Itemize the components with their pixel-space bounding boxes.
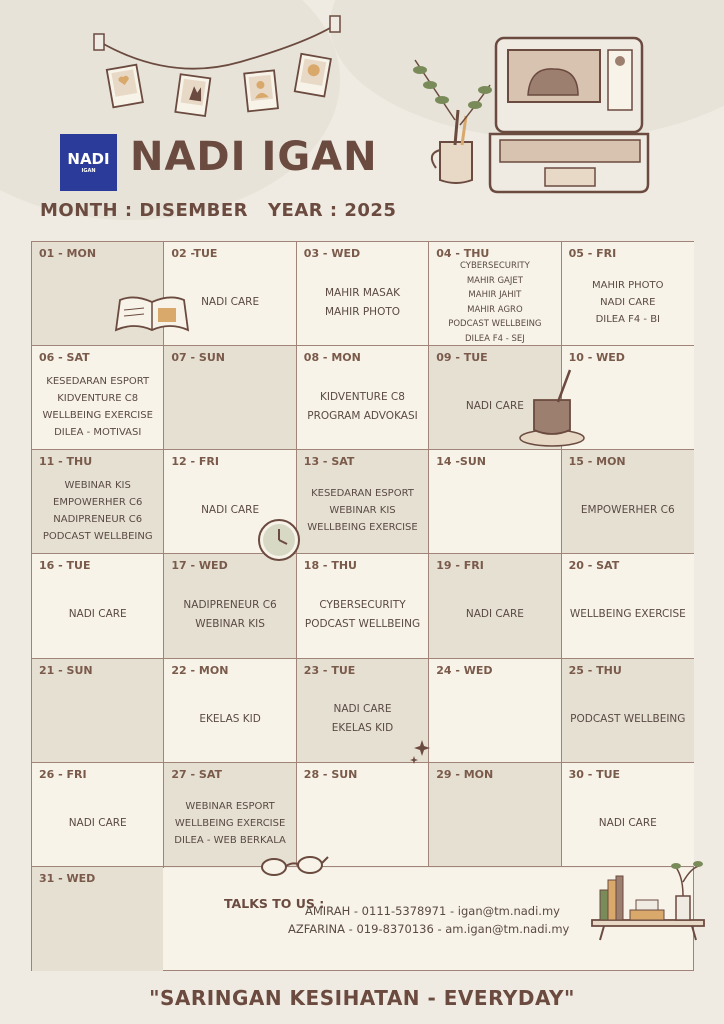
month-label: MONTH : DISEMBER xyxy=(40,200,249,221)
day-date-label: 02 -TUE xyxy=(171,247,218,260)
glasses-illustration xyxy=(258,853,330,879)
year-label: YEAR : 2025 xyxy=(268,200,397,221)
day-events-list xyxy=(34,368,161,445)
event-item: EMPOWERHER C6 xyxy=(580,504,675,517)
event-item: WELLBEING EXERCISE xyxy=(174,817,286,829)
calendar-day-cell xyxy=(32,450,164,554)
event-item: MAHIR MASAK xyxy=(324,286,401,299)
day-date-label: 18 - THU xyxy=(303,559,357,573)
day-date-label: 31 - WED xyxy=(39,871,96,885)
calendar-day-cell xyxy=(562,554,694,658)
day-date-label: 17 - WED xyxy=(171,559,228,573)
event-item: NADIPRENEUR C6 xyxy=(183,598,277,611)
day-date-label: 29 - MON xyxy=(436,767,494,781)
event-item: DILEA F4 - BI xyxy=(595,314,661,326)
day-date-label: 27 - SAT xyxy=(171,767,223,781)
event-item: NADIPRENEUR C6 xyxy=(53,513,143,525)
day-events-list xyxy=(431,472,558,549)
calendar-day-cell xyxy=(297,763,429,867)
day-date-label: 23 - TUE xyxy=(303,663,356,677)
event-item: PODCAST WELLBEING xyxy=(570,712,686,725)
event-item: PODCAST WELLBEING xyxy=(304,617,421,630)
day-date-label: 07 - SUN xyxy=(171,351,225,365)
day-events-list xyxy=(431,785,558,862)
bookshelf-illustration xyxy=(588,842,708,942)
day-events-list xyxy=(166,576,293,653)
day-events-list xyxy=(166,785,293,862)
day-date-label: 13 - SAT xyxy=(303,455,355,469)
day-events-list xyxy=(166,368,293,445)
day-events-list xyxy=(299,785,426,862)
event-item: DILEA - MOTIVASI xyxy=(54,426,142,438)
calendar-day-cell xyxy=(164,346,296,450)
footer-tagline: "SARINGAN KESIHATAN - EVERYDAY" xyxy=(149,986,575,1010)
calendar-day-cell xyxy=(297,346,429,450)
day-date-label: 20 - SAT xyxy=(568,559,620,573)
day-events-list xyxy=(431,576,558,653)
day-events-list xyxy=(299,576,426,653)
event-item: WEBINAR KIS xyxy=(195,617,265,630)
day-date-label: 28 - SUN xyxy=(303,767,358,781)
contact-line-1: AMIRAH - 0111-5378971 - igan@tm.nadi.my xyxy=(305,904,560,918)
coffee-cup-illustration xyxy=(518,368,588,448)
event-item: WELLBEING EXERCISE xyxy=(42,409,153,421)
day-events-list xyxy=(34,681,161,758)
day-date-label: 26 - FRI xyxy=(39,767,87,781)
calendar-day-cell xyxy=(297,242,429,346)
page-title: NADI IGAN xyxy=(130,134,378,180)
event-item: KESEDARAN ESPORT xyxy=(311,488,414,500)
nadi-logo xyxy=(60,134,117,191)
day-date-label: 19 - FRI xyxy=(436,559,484,573)
event-item: PODCAST WELLBEING xyxy=(448,319,542,330)
calendar-day-cell xyxy=(429,554,561,658)
event-item: DILEA - WEB BERKALA xyxy=(174,834,286,846)
event-item: MAHIR PHOTO xyxy=(324,305,401,318)
event-item: KIDVENTURE C8 xyxy=(320,390,405,403)
calendar-day-cell xyxy=(429,450,561,554)
calendar-day-cell xyxy=(562,242,694,346)
day-events-list xyxy=(564,264,692,341)
event-item: WEBINAR KIS xyxy=(64,479,131,491)
event-item: MAHIR JAHIT xyxy=(468,290,522,301)
day-date-label: 03 - WED xyxy=(303,247,361,260)
day-events-list xyxy=(564,681,692,758)
event-item: EKELAS KID xyxy=(331,722,394,735)
calendar-day-cell xyxy=(562,450,694,554)
day-events-list xyxy=(431,681,558,758)
event-item: MAHIR AGRO xyxy=(467,304,523,315)
event-item: NADI CARE xyxy=(465,400,524,413)
event-item: WEBINAR KIS xyxy=(329,505,396,517)
day-date-label: 24 - WED xyxy=(436,663,493,677)
event-item: EMPOWERHER C6 xyxy=(53,496,143,508)
day-date-label: 21 - SUN xyxy=(39,663,93,677)
day-events-list xyxy=(299,264,426,341)
day-date-label: 12 - FRI xyxy=(171,455,219,469)
calendar-day-cell xyxy=(429,763,561,867)
event-item: MAHIR GAJET xyxy=(466,275,523,286)
event-item: NADI CARE xyxy=(68,608,127,621)
open-book-illustration xyxy=(112,294,192,338)
event-item: KIDVENTURE C8 xyxy=(57,392,139,404)
day-date-label: 10 - WED xyxy=(568,351,625,365)
calendar-day-cell xyxy=(32,346,164,450)
calendar-day-cell xyxy=(32,763,164,867)
calendar-day-cell xyxy=(164,763,296,867)
clock-icon xyxy=(256,517,302,563)
calendar-day-cell xyxy=(297,554,429,658)
event-item: NADI CARE xyxy=(201,504,260,517)
day-events-list xyxy=(431,261,558,344)
day-date-label: 15 - MON xyxy=(568,455,626,469)
event-item: WELLBEING EXERCISE xyxy=(569,608,686,621)
logo-text: NADI xyxy=(67,150,110,168)
calendar-day-cell xyxy=(297,450,429,554)
day-date-label: 11 - THU xyxy=(39,455,93,469)
day-date-label: 30 - TUE xyxy=(568,767,621,781)
calendar-day-cell xyxy=(32,659,164,763)
calendar-day-cell xyxy=(164,659,296,763)
logo-subtext: IGAN xyxy=(81,168,96,174)
contact-label: TALKS TO US : xyxy=(224,896,325,911)
event-item: CYBERSECURITY xyxy=(459,261,530,272)
day-date-label: 16 - TUE xyxy=(39,559,91,573)
event-item: EKELAS KID xyxy=(199,712,261,725)
laptop-plant-illustration xyxy=(400,30,660,200)
event-item: MAHIR PHOTO xyxy=(592,280,664,292)
event-item: NADI CARE xyxy=(600,297,656,309)
sparkle-icon xyxy=(408,738,432,768)
day-date-label: 25 - THU xyxy=(568,663,622,677)
day-events-list xyxy=(34,889,161,967)
calendar-day-cell xyxy=(562,659,694,763)
day-events-list xyxy=(34,576,161,653)
day-date-label: 01 - MON xyxy=(39,247,97,260)
day-events-list xyxy=(34,785,161,862)
contact-line-2: AZFARINA - 019-8370136 - am.igan@tm.nadi.my xyxy=(288,922,570,936)
day-events-list xyxy=(564,576,692,653)
event-item: NADI CARE xyxy=(201,296,260,309)
day-events-list xyxy=(299,472,426,549)
day-events-list xyxy=(564,472,692,549)
calendar-day-cell xyxy=(32,554,164,658)
event-item: NADI CARE xyxy=(465,608,524,621)
event-item: NADI CARE xyxy=(68,816,127,829)
day-date-label: 05 - FRI xyxy=(568,247,617,260)
calendar-day-cell xyxy=(429,242,561,346)
day-date-label: 09 - TUE xyxy=(436,351,488,365)
event-item: KESEDARAN ESPORT xyxy=(46,375,150,387)
event-item: NADI CARE xyxy=(598,816,657,829)
day-date-label: 22 - MON xyxy=(171,663,229,677)
event-item: CYBERSECURITY xyxy=(319,598,406,611)
event-item: WELLBEING EXERCISE xyxy=(307,522,418,534)
event-item: NADI CARE xyxy=(333,703,392,716)
calendar-day-cell xyxy=(164,554,296,658)
day-date-label: 04 - THU xyxy=(436,247,490,260)
day-events-list xyxy=(166,681,293,758)
day-events-list xyxy=(299,368,426,445)
calendar-day-cell xyxy=(429,659,561,763)
event-item: PODCAST WELLBEING xyxy=(42,530,153,542)
event-item: PROGRAM ADVOKASI xyxy=(307,409,418,422)
day-date-label: 08 - MON xyxy=(303,351,361,365)
event-item: DILEA F4 - SEJ xyxy=(465,333,525,344)
day-date-label: 06 - SAT xyxy=(39,351,90,365)
photo-string-illustration xyxy=(90,12,350,122)
day-date-label: 14 -SUN xyxy=(436,455,486,469)
day-events-list xyxy=(34,472,161,549)
event-item: WEBINAR ESPORT xyxy=(185,800,275,812)
calendar-day-cell xyxy=(32,867,164,971)
